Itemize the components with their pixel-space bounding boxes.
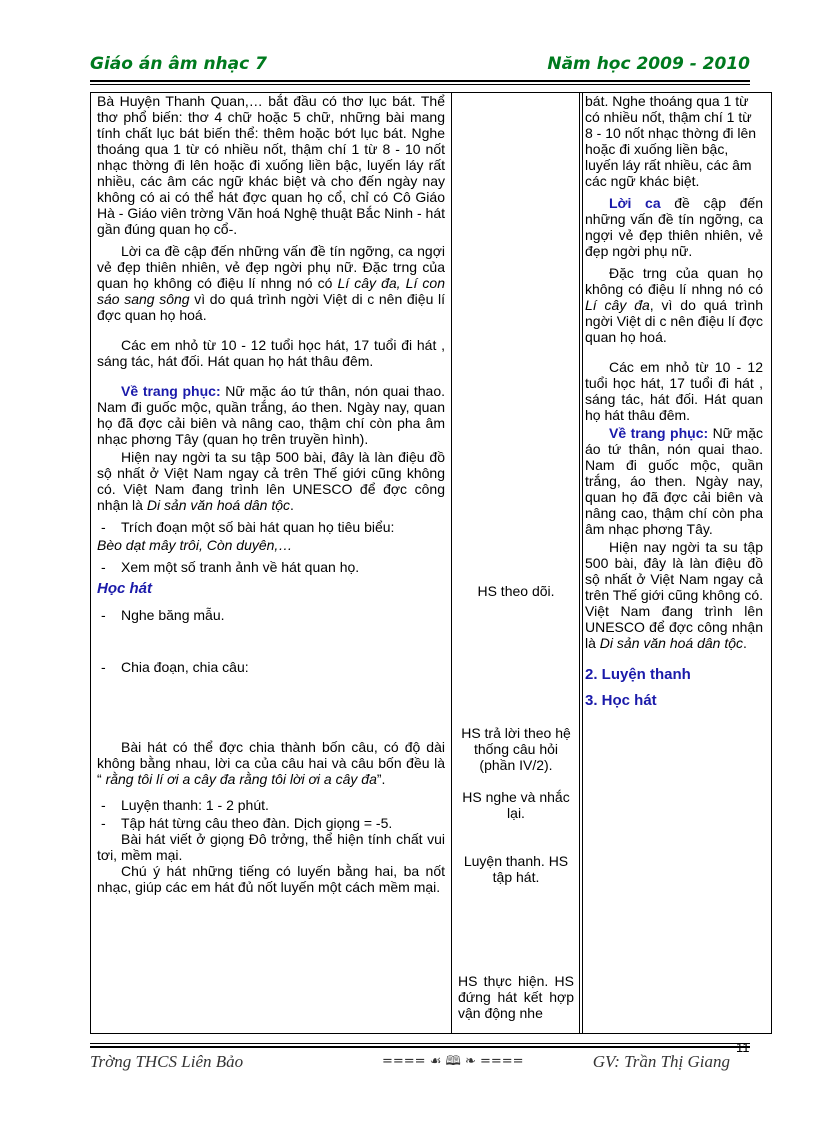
footer-rule <box>90 1043 750 1048</box>
column-divider <box>579 93 580 1033</box>
student-activity-column <box>458 93 574 1033</box>
lesson-table <box>90 92 772 1034</box>
page-header <box>90 50 750 78</box>
teacher-activity-column <box>97 93 445 1033</box>
header-school-year: Năm học 2009 - 2010 <box>547 54 750 74</box>
page-footer <box>90 1052 730 1076</box>
paragraph: Về trang phục: Nữ mặc áo tứ thân, nón quai thao. Nam đi guốc mộc, quần trắng, áo then. Ngày nay, quan họ đã đợc cải biên và nâng cao, thậm chí còn pha âm nhạc phơng Tây. <box>585 425 763 537</box>
song-list: Bèo dạt mây trôi, Còn duyên,… <box>97 537 293 553</box>
paragraph: Bà Huyện Thanh Quan,… bắt đầu có thơ lục bát. Thể thơ phổ biến: thơ 4 chữ hoặc 5 chữ, những bài mang tính chất lục bát biến thể: thêm hoặc bớt lục bát. Nghe thoáng qua 1 từ có nhiều nốt, thậm chí 1 từ 8 - 10 nốt nhạc thờng đi lên hoặc đi xuống liền bậc, luyến láy rất nhiều, các âm các ngữ khác biệt và cho đến ngày nay không có ai có thể hát đợc quan họ cổ, chỉ có Cô Giáo Hà - Giáo viên trờng Văn hoá Nghệ thuật Bắc Ninh - hát gần đúng quan họ cổ-. <box>97 93 445 237</box>
paragraph: Các em nhỏ từ 10 - 12 tuổi học hát, 17 tuổi đi hát , sáng tác, hát đối. Hát quan họ hát thâu đêm. <box>97 337 445 369</box>
footer-ornament: ==== ☙ 🕮 ❧ ==== <box>382 1054 524 1069</box>
paragraph: Lời ca đề cập đến những vấn đề tín ngỡng, ca ngợi vẻ đẹp thiên nhiên, vẻ đẹp ngời phụ nữ. Đặc trng của quan họ không có điệu lí nhng nó có Lí cây đa, Lí con sáo sang sông vì do quá trình ngời Việt di c nên điệu lí đợc quan họ hoá. <box>97 243 445 323</box>
section-heading: Học hát <box>97 580 153 597</box>
student-activity: HS nghe và nhắc lại. <box>462 789 570 821</box>
paragraph: Bài hát có thể đợc chia thành bốn câu, có độ dài không bằng nhau, lời ca của câu hai và câu bốn đều là “ rằng tôi lí ơi a cây đa rằng tôi lời ơi a cây đa”. <box>97 739 445 787</box>
column-divider <box>451 93 452 1033</box>
student-activity: Luyện thanh. HS tập hát. <box>463 853 569 885</box>
paragraph: Lời ca đề cập đến những vấn đề tín ngỡng, ca ngợi vẻ đẹp thiên nhiên, vẻ đẹp ngời phụ nữ. <box>585 195 763 259</box>
paragraph: Chú ý hát những tiếng có luyến bằng hai, ba nốt nhạc, giúp các em hát đủ nốt luyến một cách mềm mại. <box>97 863 445 895</box>
list-item: - Tập hát từng câu theo đàn. Dịch giọng = -5. <box>97 815 445 831</box>
paragraph: Về trang phục: Nữ mặc áo tứ thân, nón quai thao. Nam đi guốc mộc, quần trắng, áo then. Ngày nay, quan họ đã đợc cải biên và nâng cao, thậm chí còn pha âm nhạc phơng Tây (quan họ trên truyền hình). <box>97 383 445 447</box>
list-item: - Chia đoạn, chia câu: <box>97 659 445 675</box>
paragraph: Hiện nay ngời ta su tập 500 bài, đây là làn điệu đồ sộ nhất ở Việt Nam ngay cả trên Thế giới cũng không có. Việt Nam đang trình lên UNESCO để đợc công nhận là Di sản văn hoá dân tộc. <box>97 449 445 513</box>
student-activity: HS theo dõi. <box>477 583 555 599</box>
paragraph: bát. Nghe thoáng qua 1 từ có nhiều nốt, thậm chí 1 từ 8 - 10 nốt nhạc thờng đi lên hoặc đi xuống liền bậc, luyến láy rất nhiều, các âm các ngữ khác biệt. <box>585 93 757 189</box>
content-column <box>585 93 763 1033</box>
list-item: - Xem một số tranh ảnh về hát quan họ. <box>97 559 445 575</box>
header-rule <box>90 80 750 85</box>
list-item: - Nghe băng mẫu. <box>97 607 445 623</box>
paragraph: Bài hát viết ở giọng Đô trởng, thể hiện tính chất vui tơi, mềm mại. <box>97 831 445 863</box>
header-title: Giáo án âm nhạc 7 <box>90 54 267 74</box>
paragraph: Đặc trng của quan họ không có điệu lí nhng nó có Lí cây đa, vì do quá trình ngời Việt di c nên điệu lí đợc quan họ hoá. <box>585 265 763 345</box>
footer-school: Trờng THCS Liên Bảo <box>90 1052 244 1071</box>
footer-teacher: GV: Trần Thị Giang <box>592 1052 730 1071</box>
list-item: - Trích đoạn một số bài hát quan họ tiêu biểu: <box>97 519 445 535</box>
section-heading: 2. Luyện thanh <box>585 666 691 683</box>
paragraph: Các em nhỏ từ 10 - 12 tuổi học hát, 17 tuổi đi hát , sáng tác, hát đối. Hát quan họ hát thâu đêm. <box>585 359 763 423</box>
page-number: 11 <box>736 1040 750 1055</box>
list-item: - Luyện thanh: 1 - 2 phút. <box>97 797 445 813</box>
section-heading: 3. Học hát <box>585 692 657 709</box>
column-divider <box>582 93 583 1033</box>
student-activity: HS trả lời theo hệ thống câu hỏi (phần IV/2). <box>461 725 571 773</box>
paragraph: Hiện nay ngời ta su tập 500 bài, đây là làn điệu đồ sộ nhất ở Việt Nam ngay cả trên Thế giới cũng không có. Việt Nam đang trình lên UNESCO để đợc công nhận là Di sản văn hoá dân tộc. <box>585 539 763 651</box>
student-activity: HS thực hiện. HS đứng hát kết hợp vận động nhe <box>458 973 574 1021</box>
